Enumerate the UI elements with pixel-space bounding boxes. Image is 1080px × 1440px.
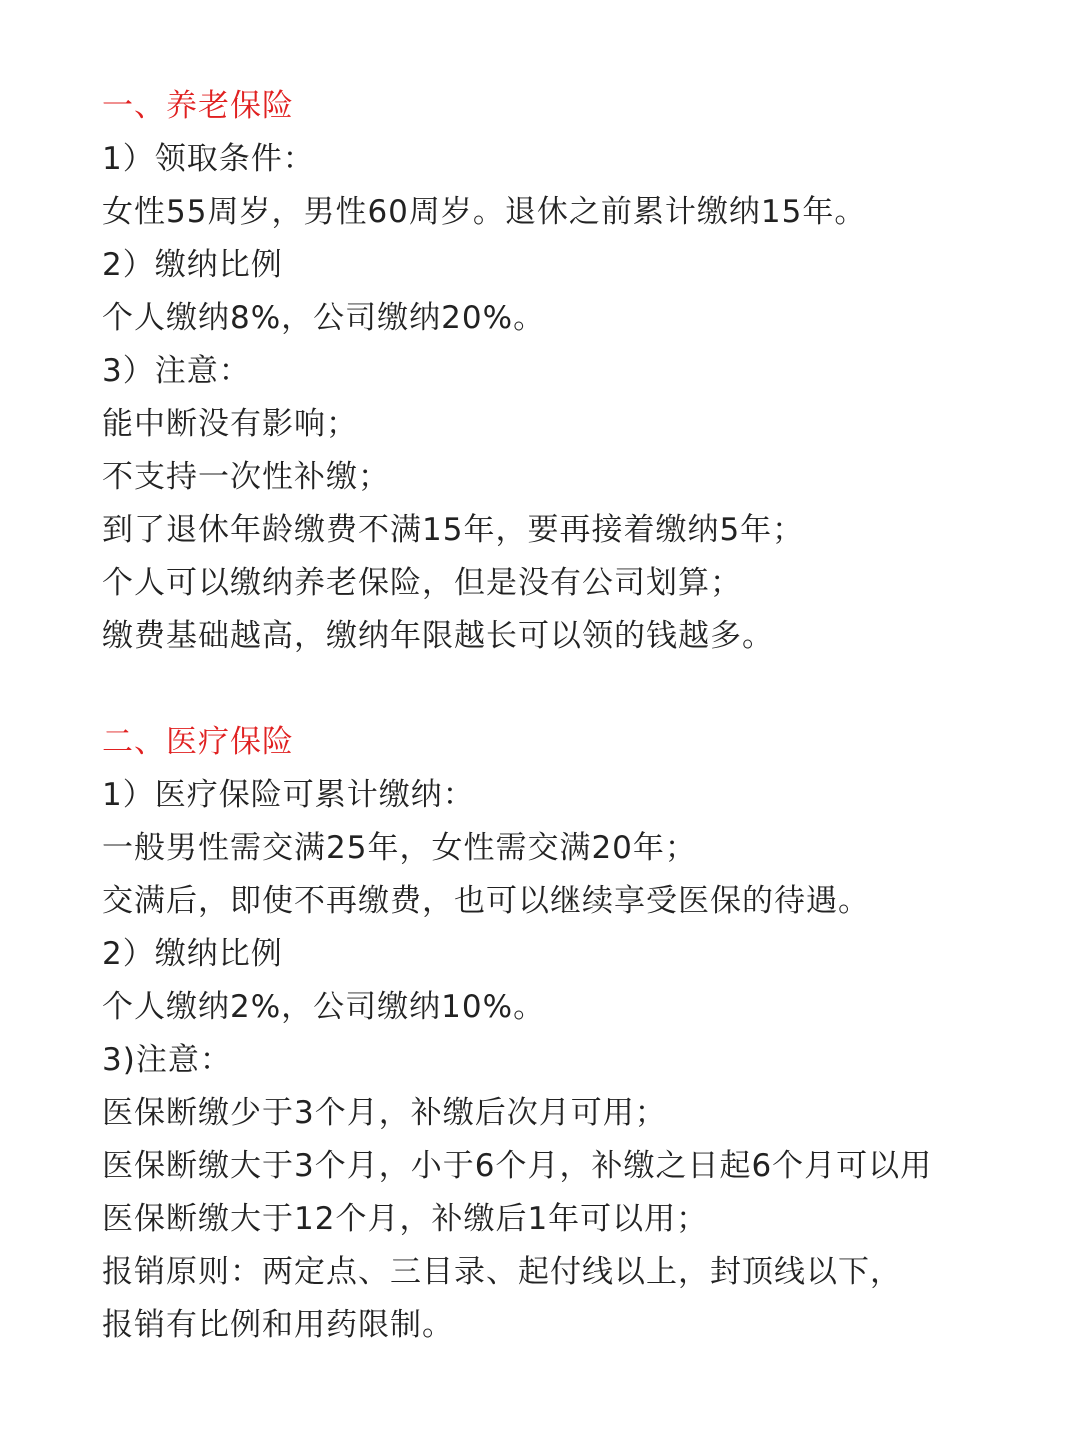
text-line: 女性55周岁，男性60周岁。退休之前累计缴纳15年。 (102, 194, 867, 230)
text-line: 个人缴纳8%，公司缴纳20%。 (102, 300, 546, 336)
text-line: 1）医疗保险可累计缴纳： (102, 777, 475, 813)
text-line: 能中断没有影响； (102, 406, 358, 442)
text-line: 报销有比例和用药限制。 (102, 1307, 454, 1343)
text-line: 医保断缴大于3个月，小于6个月，补缴之日起6个月可以用 (102, 1148, 933, 1184)
text-line: 缴费基础越高，缴纳年限越长可以领的钱越多。 (102, 618, 774, 654)
section-heading: 二、医疗保险 (102, 724, 294, 760)
text-line: 2）缴纳比例 (102, 247, 283, 283)
text-line: 个人缴纳2%，公司缴纳10%。 (102, 989, 546, 1025)
text-line: 医保断缴大于12个月，补缴后1年可以用； (102, 1201, 709, 1237)
section-divider-space (102, 663, 1002, 716)
text-line: 交满后，即使不再缴费，也可以继续享受医保的待遇。 (102, 883, 870, 919)
text-line: 不支持一次性补缴； (102, 459, 390, 495)
document-body (102, 80, 1002, 1352)
text-line: 医保断缴少于3个月，补缴后次月可用； (102, 1095, 667, 1131)
text-line: 报销原则：两定点、三目录、起付线以上，封顶线以下， (102, 1254, 902, 1290)
text-line: 1）领取条件： (102, 141, 315, 177)
section-pension (102, 80, 1002, 663)
section-medical (102, 716, 1002, 1352)
text-line: 一般男性需交满25年，女性需交满20年； (102, 830, 697, 866)
text-line: 个人可以缴纳养老保险，但是没有公司划算； (102, 565, 742, 601)
text-line: 到了退休年龄缴费不满15年，要再接着缴纳5年； (102, 512, 805, 548)
text-line: 3）注意： (102, 353, 251, 389)
text-line: 2）缴纳比例 (102, 936, 283, 972)
section-heading: 一、养老保险 (102, 88, 294, 124)
text-line: 3)注意： (102, 1042, 232, 1078)
